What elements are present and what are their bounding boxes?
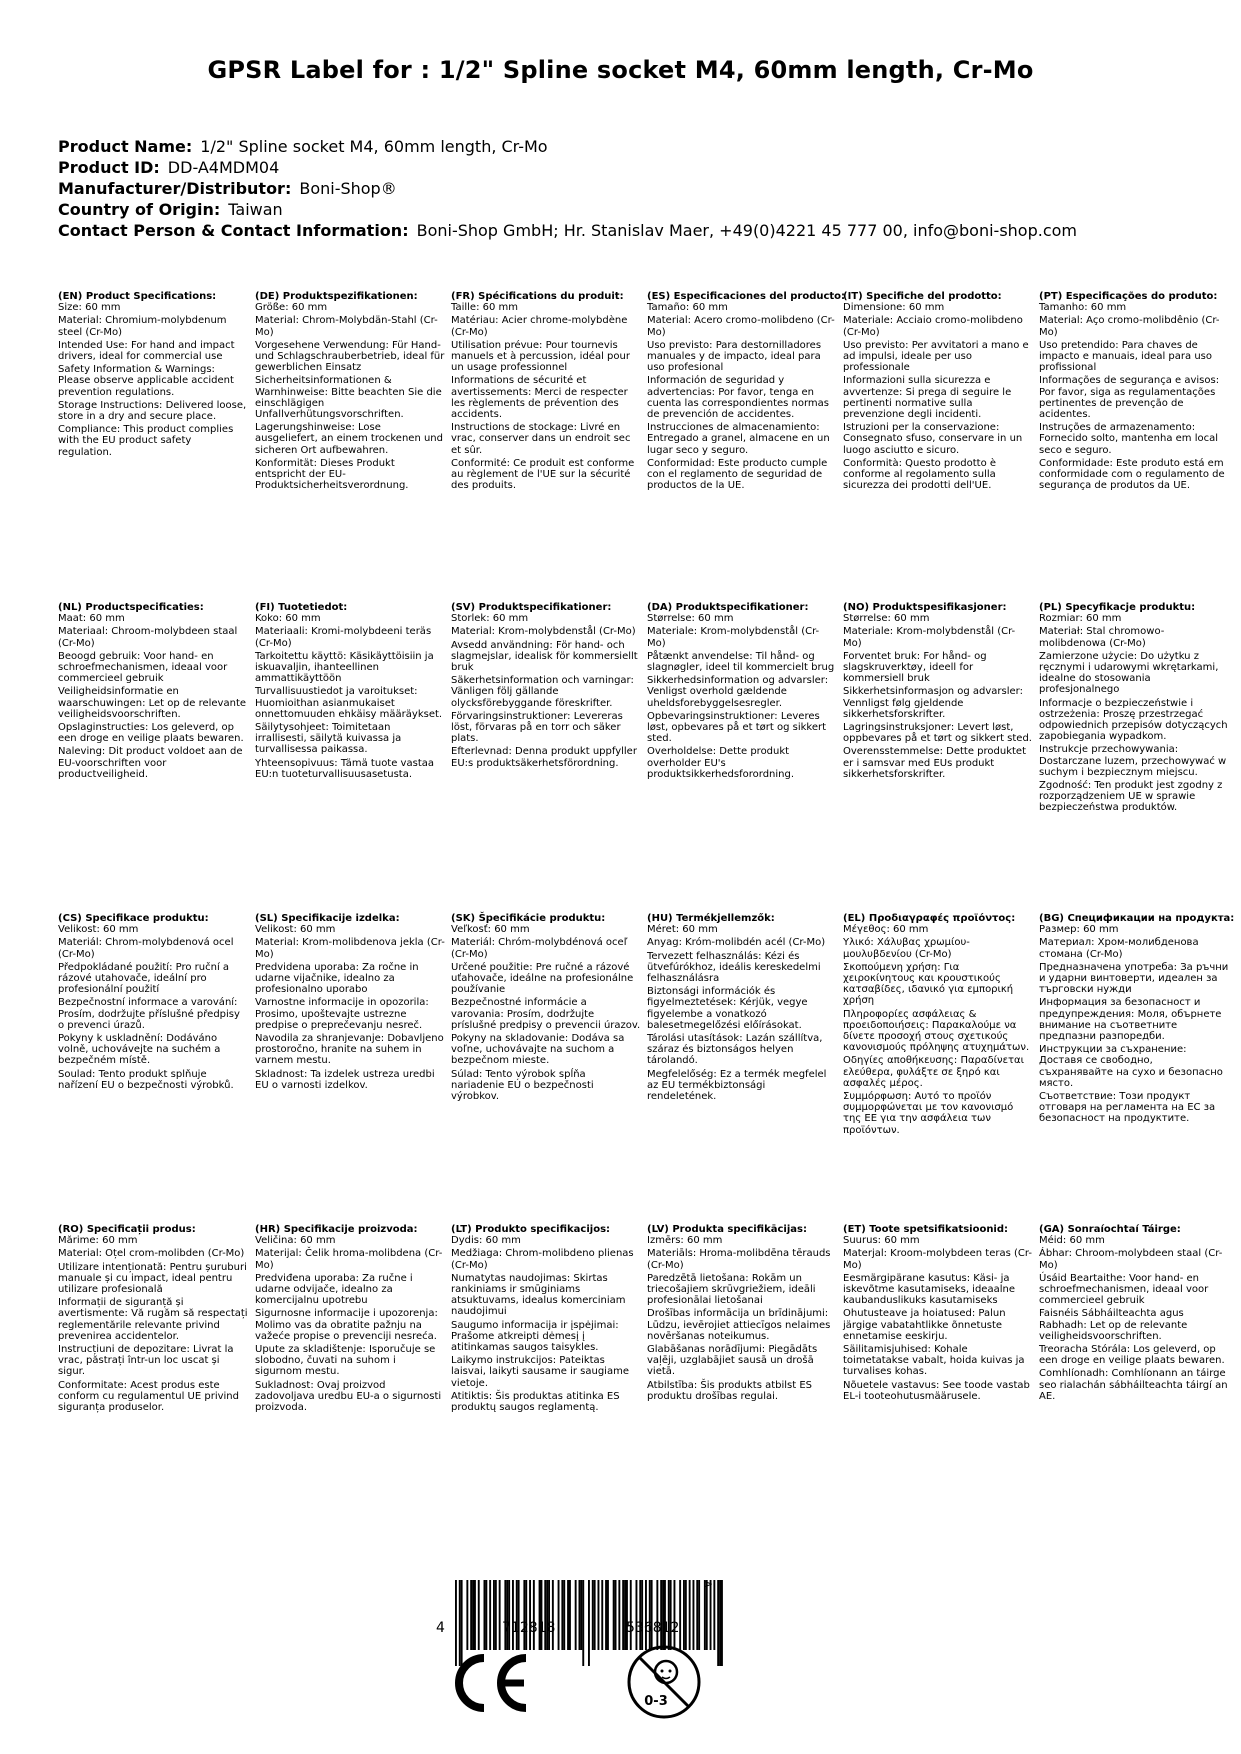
language-block-line: Intended Use: For hand and impact drivers, ideal for commercial use [58,339,235,363]
language-block-line: Naleving: Dit product voldoet aan de EU-voorschriften voor productveiligheid. [58,746,243,780]
language-block-line: Materiale: Krom-molybdenstål (Cr-Mo) [647,626,820,649]
language-block [647,913,837,1102]
language-block-heading: (HR) Specifikacije proizvoda: [255,1224,418,1235]
language-block-line: Materiaal: Chroom-molybdeen staal (Cr-Mo) [58,626,238,649]
language-block-line: Uso previsto: Per avvitatori a mano e ad impulsi, ideale per uso professionale [843,339,1029,374]
barcode-bar [601,1580,603,1650]
barcode-bar [592,1580,594,1650]
barcode-bar [466,1580,468,1650]
language-block-line: Suurus: 60 mm [843,1235,920,1247]
language-block-line: Veľkosť: 60 mm [451,924,530,936]
language-block-line: Rozmiar: 60 mm [1039,613,1122,625]
product-id-row [58,157,1077,178]
language-block-heading: (HU) Termékjellemzők: [647,913,775,924]
language-block-line: Conformidad: Este producto cumple con el reglamento de seguridad de productos de la UE. [647,457,828,492]
language-block-line: Materiale: Acciaio cromo-molibdeno (Cr-Mo) [843,315,1023,338]
barcode-bar [679,1580,681,1650]
age-label: 0-3 [644,1694,668,1709]
language-block-line: Lagringsinstruksjoner: Levert løst, oppbevares på et tørt og sikkert sted. [843,722,1032,745]
barcode-quiet-zone-marker: > [703,1577,714,1591]
manufacturer: Boni-Shop® [299,179,397,198]
barcode-bar [656,1580,658,1650]
language-block [843,291,1033,491]
barcode-bar [472,1580,474,1650]
language-block-line: Sigurnosne informacije i upozorenja: Molimo vas da obratite pažnju na važeće propise o prevenciji nesreća. [255,1308,438,1342]
language-block-line: Size: 60 mm [58,302,121,314]
language-block [451,291,641,491]
barcode-bar [504,1580,506,1650]
language-block-line: Materiāls: Hroma-molibdēna tērauds (Cr-Mo) [647,1248,831,1271]
language-block-line: Faisnéis Sábháilteachta agus Rabhadh: Let op de relevante veiligheidsvoorschriften. [1039,1308,1188,1342]
product-name-label: Product Name: [58,137,193,156]
language-block [451,1224,641,1413]
language-block-heading: (NO) Produktspesifikasjoner: [843,602,1007,613]
barcode-bar [719,1580,721,1666]
barcode-bar [529,1580,531,1650]
barcode-bar [518,1580,520,1650]
language-block-line: Материал: Хром-молибденова стомана (Cr-Mo) [1039,937,1199,960]
language-block-line: Veiligheidsinformatie en waarschuwingen: Let op de relevante veiligheidsvoorschriften. [58,686,247,720]
language-block-line: Soulad: Tento produkt splňuje nařízení EU o bezpečnosti výrobků. [58,1068,234,1091]
language-block-heading: (LV) Produkta specifikācijas: [647,1224,807,1235]
language-block-line: Materjal: Kroom-molybdeen teras (Cr-Mo) [843,1248,1032,1271]
barcode-bar [649,1580,651,1650]
language-block-line: Tárolási utasítások: Lazán szállítva, száraz és biztonságos helyen tárolandó. [647,1033,823,1067]
language-block-line: Avsedd användning: För hand- och slagmejslar, idealisk för kommersiellt bruk [451,639,638,674]
language-block-line: Μέγεθος: 60 mm [843,924,929,936]
barcode-digits-group1: 712818 [502,1620,556,1636]
language-block-line: Konformität: Dieses Produkt entspricht der EU-Produktsicherheitsverordnung. [255,457,409,492]
language-block-line: Conformitate: Acest produs este conform cu regulamentul UE privind siguranța produselor. [58,1379,239,1414]
language-block-line: Material: Krom-molibdenova jekla (Cr-Mo) [255,937,445,960]
language-block-line: Maat: 60 mm [58,613,125,625]
language-block-line: Säilytysohjeet: Toimitetaan irrallisesti, säilytä kuivassa ja turvallisessa paikassa. [255,722,402,756]
language-block-line: Materiaali: Kromi-molybdeeni teräs (Cr-Mo) [255,626,432,649]
language-block-line: Laikymo instrukcijos: Pateiktas laisvai, laikyti sausame ir saugiame vietoje. [451,1355,629,1389]
language-block-line: Säilitamisjuhised: Kohale toimetatakse vabalt, hoida kuivas ja turvalises kohas. [843,1344,1025,1378]
language-block [58,291,248,458]
barcode-bar [544,1580,546,1650]
product-id: DD-A4MDM04 [167,158,280,177]
language-block-line: Opslaginstructies: Los geleverd, op een droge en veilige plaats bewaren. [58,722,244,745]
language-block-line: Pokyny na skladovanie: Dodáva sa voľne, uchovávajte na suchom a bezpečnom mieste. [451,1033,625,1067]
barcode-bar [512,1580,514,1650]
barcode-bar [580,1580,582,1650]
barcode-bar [662,1580,664,1650]
language-block-heading: (CS) Specifikace produktu: [58,913,209,924]
language-block-line: Bezpečnostné informácie a varovania: Prosím, dodržujte príslušné predpisy o prevencii úrazov. [451,997,641,1031]
language-block-line: Sikkerhetsinformasjon og advarsler: Vennligst følg gjeldende sikkerhetsforskrifter. [843,686,1023,720]
language-block-line: Tervezett felhasználás: Kézi és ütvefúrókhoz, ideális kereskedelmi felhasználásra [647,950,821,985]
language-block-line: Veličina: 60 mm [255,1235,336,1247]
language-block-line: Taille: 60 mm [451,302,519,314]
manufacturer-row [58,178,1077,199]
contact-label: Contact Person & Contact Information: [58,221,409,240]
language-block-line: Bezpečnostní informace a varování: Prosím, dodržujte příslušné předpisy o prevenci úrazů. [58,997,240,1031]
barcode-bar [622,1580,624,1650]
language-block-line: Storage Instructions: Delivered loose, store in a dry and secure place. [58,399,247,423]
barcode-bar [541,1580,543,1650]
language-block-heading: (LT) Produkto specifikacijos: [451,1224,611,1235]
language-block-line: Informații de siguranță și avertismente: Vă rugăm să respectați reglementările relevante privind prevenirea accidentelor. [58,1297,248,1342]
origin-row [58,199,1077,220]
barcode-bar [525,1580,527,1650]
language-block-line: Conformità: Questo prodotto è conforme al regolamento sulla sicurezza dei prodotti dell'UE. [843,457,997,492]
language-block-line: Υλικό: Χάλυβας χρωμίου-μουλυβδενίου (Cr-Mo) [843,937,970,960]
barcode-bar [588,1580,590,1666]
barcode-bar [626,1580,628,1650]
language-block-line: Tamanho: 60 mm [1039,302,1127,314]
language-block-line: Nõuetele vastavus: See toode vastab EL-i tooteohutusmäärusele. [843,1379,1030,1402]
barcode-bar [478,1580,480,1650]
language-block [1039,913,1235,1125]
language-block-line: Overensstemmelse: Dette produktet er i samsvar med EUs produkt sikkerhetsforskrifter. [843,746,1026,780]
barcode-bar [495,1580,497,1650]
barcode-bar [668,1580,670,1650]
language-block-line: Informacje o bezpieczeństwie i ostrzeżenia: Proszę przestrzegać odpowiednich przepisów dotyczących zapobiegania wypadkom. [1039,697,1228,743]
language-block-line: Paredzētā lietošana: Rokām un triecošajiem skrūvgriežiem, ideāli profesionālai lietošanai [647,1272,816,1307]
language-block-line: Størrelse: 60 mm [843,613,930,625]
barcode-bar [683,1580,685,1650]
language-block-line: Instrucciones de almacenamiento: Entregado a granel, almacene en un lugar seco y seguro. [647,422,830,456]
barcode-bar [670,1580,672,1650]
language-block-line: Materijal: Čelik hroma-molibdena (Cr-Mo) [255,1248,443,1271]
language-block-line: Informazioni sulla sicurezza e avvertenze: Si prega di seguire le pertinenti normative sulla prevenzione degli incidenti. [843,375,1012,421]
language-block-line: Atbilstība: Šis produkts atbilst ES produktu drošības regulai. [647,1379,813,1402]
contact: Boni-Shop GmbH; Hr. Stanislav Maer, +49(0)4221 45 777 00, info@boni-shop.com [416,221,1077,240]
barcode-bar [546,1580,548,1650]
language-block-line: Размер: 60 mm [1039,924,1119,936]
barcode-bar [636,1580,638,1650]
language-block-line: Určené použitie: Pre ručné a rázové uťahovače, ideálne na profesionálne používanie [451,961,634,996]
barcode-bar [674,1580,676,1650]
barcode-bar [523,1580,525,1650]
language-block-line: Turvallisuustiedot ja varoitukset: Huomioithan asianmukaiset onnettomuuden ehkäisy määräykset. [255,686,443,720]
language-block-line: Utilizare intenționată: Pentru șuruburi manuale și cu impact, ideal pentru utilizare profesională [58,1261,247,1296]
language-block-heading: (EL) Προδιαγραφές προϊόντος: [843,913,1016,924]
barcode-bar [615,1580,617,1650]
language-block-line: Materiál: Chrom-molybdenová ocel (Cr-Mo) [58,937,234,960]
language-block-line: Tarkoitettu käyttö: Käsikäyttöisiin ja iskuavaljin, ihanteellinen ammattikäyttöön [255,650,434,685]
language-block-line: Информация за безопасност и предупреждения: Моля, обърнете внимание на съответните предпазни разпоредби. [1039,997,1222,1043]
language-block-line: Compliance: This product complies with the EU product safety regulation. [58,424,234,458]
language-block-line: Safety Information & Warnings: Please observe applicable accident prevention regulations. [58,364,234,398]
barcode-bar [641,1580,643,1650]
language-block-line: Istruzioni per la conservazione: Consegnato sfuso, conservare in un luogo asciutto e sicuro. [843,422,1023,456]
product-name: 1/2" Spline socket M4, 60mm length, Cr-Mo [200,137,548,156]
barcode-bar [569,1580,571,1650]
language-block [843,1224,1033,1402]
language-block-line: Οδηγίες αποθήκευσης: Παραδίνεται ελεύθερα, φυλάξτε σε ξηρό και ασφαλές μέρος. [843,1055,1024,1089]
language-block-heading: (DA) Produktspecifikationer: [647,602,809,613]
language-block-line: Materiał: Stal chromowo-molibdenowa (Cr-Mo) [1039,626,1165,649]
language-block [451,602,641,769]
language-block-heading: (BG) Спецификации на продукта: [1039,913,1235,924]
language-block-heading: (FI) Tuotetiedot: [255,602,348,613]
language-block-line: Ábhar: Chroom-molybdeen staal (Cr-Mo) [1039,1248,1223,1271]
language-block-heading: (FR) Spécifications du produit: [451,291,624,302]
language-block-line: Predviđena uporaba: Za ručne i udarne odvijače, idealno za komercijalnu upotrebu [255,1272,413,1307]
barcode-bar [664,1580,666,1650]
barcode-bar [516,1580,518,1650]
language-block-line: Biztonsági információk és figyelmeztetések: Kérjük, vegye figyelembe a vonatkozó balesetmegelőzési előírásokat. [647,986,808,1031]
language-block-line: Påtænkt anvendelse: Til hånd- og slagnøgler, ideel til kommercielt brug [647,650,835,674]
language-block [1039,291,1229,491]
barcode-bar [539,1580,541,1650]
language-block-line: Súlad: Tento výrobok spĺňa nariadenie EÚ o bezpečnosti výrobkov. [451,1068,594,1103]
language-block-line: Méid: 60 mm [1039,1235,1105,1247]
language-block-line: Предназначена употреба: За ръчни и ударни винтоверти, идеален за търговски нужди [1039,961,1229,996]
language-block-line: Material: Chrom-Molybdän-Stahl (Cr-Mo) [255,315,438,338]
language-block-heading: (NL) Productspecificaties: [58,602,204,613]
barcode-bar [696,1580,698,1650]
language-block-heading: (PL) Specyfikacje produktu: [1039,602,1196,613]
language-block-line: Navodila za shranjevanje: Dobavljeno prostoročno, hranite na suhem in varnem mestu. [255,1033,444,1067]
language-block-line: Informações de segurança e avisos: Por favor, siga as regulamentações pertinentes de prevenção de acidentes. [1039,375,1220,421]
language-block-heading: (ET) Toote spetsifikatsioonid: [843,1224,1009,1235]
language-block-line: Dydis: 60 mm [451,1235,521,1247]
language-block-line: Predvidena uporaba: Za ročne in udarne vijačnike, idealno za profesionalno uporabo [255,961,419,996]
language-block-line: Sicherheitsinformationen & Warnhinweise: Bitte beachten Sie die einschlägigen Unfallverhütungsvorschriften. [255,375,442,421]
language-block-line: Matériau: Acier chrome-molybdène (Cr-Mo) [451,315,628,338]
product-info [58,136,1077,241]
barcode-bar [639,1580,641,1650]
barcode-bar [689,1580,691,1650]
language-block-line: Comhlíonadh: Comhlíonann an táirge seo rialachán sábháilteachta táirgí an AE. [1039,1368,1228,1402]
language-block [1039,1224,1229,1402]
language-block-line: Съответствие: Този продукт отговаря на регламента на ЕС за безопасност на продуктите. [1039,1091,1216,1125]
language-block [58,913,248,1091]
language-block-heading: (EN) Product Specifications: [58,291,217,302]
language-block-line: Πληροφορίες ασφάλειας & προειδοποιήσεις: Παρακαλούμε να δίνετε προσοχή στους σχετικούς κανονισμούς πρόληψης ατυχημάτων. [843,1008,1030,1054]
language-block [843,913,1033,1136]
barcode-digit-first: 4 [436,1620,445,1636]
language-block-line: Material: Krom-molybdenstål (Cr-Mo) [451,626,636,638]
language-block-line: Materiál: Chróm-molybdénová oceľ (Cr-Mo) [451,937,628,960]
language-block-line: Glabāšanas norādījumi: Piegādāts vaļēji, uzglabājiet sausā un drošā vietā. [647,1344,818,1378]
barcode-bar [605,1580,607,1650]
language-block-line: Megfelelőség: Ez a termék megfelel az EU termékbiztonsági rendeletének. [647,1068,827,1103]
barcode-bar [561,1580,563,1650]
language-block [255,913,445,1091]
language-block-line: Koko: 60 mm [255,613,321,625]
barcode-bar [698,1580,700,1650]
barcode-bar [506,1580,508,1650]
language-block-line: Overholdelse: Dette produkt overholder EU's produktsikkerhedsforordning. [647,746,795,780]
language-block-line: Σκοπούμενη χρήση: Για χειροκίνητους και κρουστικούς κατσαβίδες, ιδανικό για εμπορική χρήση [843,961,1014,1007]
product-id-label: Product ID: [58,158,160,177]
language-block-line: Información de seguridad y advertencias: Por favor, tenga en cuenta las correspondientes normas de prevención de accidentes. [647,375,830,421]
origin-label: Country of Origin: [58,200,221,219]
manufacturer-label: Manufacturer/Distributor: [58,179,292,198]
barcode-bar [645,1580,647,1650]
barcode-bar [485,1580,487,1650]
language-block [451,913,641,1102]
language-block-line: Instruções de armazenamento: Fornecido solto, mantenha em local seco e seguro. [1039,422,1218,456]
barcode-bar [567,1580,569,1650]
language-block-heading: (SL) Specifikacije izdelka: [255,913,400,924]
language-block [647,291,846,492]
language-block [58,1224,248,1413]
barcode-bar [484,1580,486,1650]
language-block-line: Uso previsto: Para destornilladores manuales y de impacto, ideal para uso profesional [647,339,822,374]
barcode-bar [470,1580,472,1650]
language-block-heading: (SV) Produktspecifikationer: [451,602,612,613]
barcode-bar [499,1580,501,1650]
language-block-line: Material: Chromium-molybdenum steel (Cr-Mo) [58,315,227,338]
barcode-bar [660,1580,662,1650]
ce-mark-icon [450,1652,534,1714]
language-block-line: Varnostne informacije in opozorila: Prosimo, upoštevajte ustrezne predpise o preprečevanju nesreč. [255,997,429,1031]
language-block-line: Treoracha Stórála: Los geleverd, op een droge en veilige plaats bewaren. [1039,1344,1225,1367]
language-block-line: Συμμόρφωση: Αυτό το προϊόν συμμορφώνεται με τον κανονισμό της ΕΕ για την ασφάλεια των προϊόντων. [843,1091,1014,1136]
language-block-line: Beoogd gebruik: Voor hand- en schroefmechanismen, ideaal voor commercieel gebruik [58,650,228,685]
barcode-bar [508,1580,510,1650]
language-block-line: Velikost: 60 mm [255,924,336,936]
language-block-line: Instructions de stockage: Livré en vrac, conserver dans un endroit sec et sûr. [451,422,631,456]
language-block-line: Vorgesehene Verwendung: Für Hand- und Schlagschrauberbetrieb, ideal für gewerblichen Einsatz [255,339,445,374]
language-block-line: Forventet bruk: For hånd- og slagskruverktøy, ideell for kommersiell bruk [843,650,987,685]
language-block-heading: (ES) Especificaciones del producto: [647,291,846,302]
language-block [255,602,445,780]
barcode-bar [493,1580,495,1650]
language-block-line: Yhteensopivuus: Tämä tuote vastaa EU:n tuoteturvallisuusasetusta. [255,757,434,780]
language-block-line: Conformité: Ce produit est conforme au règlement de l'UE sur la sécurité des produits. [451,457,635,492]
language-block-line: Atitiktis: Šis produktas atitinka ES produktų saugos reglamentą. [451,1390,620,1414]
language-block-line: Størrelse: 60 mm [647,613,734,625]
language-block-line: Utilisation prévue: Pour tournevis manuels et à percussion, idéal pour un usage professionnel [451,339,630,374]
barcode-bar [717,1580,719,1666]
language-block-line: Velikost: 60 mm [58,924,139,936]
barcode-bar [613,1580,615,1650]
language-block-line: Eesmärgipärane kasutus: Käsi- ja iskevõtme kasutamiseks, ideaalne kaubanduslikuks kasutamiseks [843,1272,1015,1307]
barcode-bar [713,1580,715,1650]
barcode-bar [558,1580,560,1650]
contact-row [58,220,1077,241]
language-block [255,291,445,491]
barcode-bar [618,1580,620,1650]
barcode-digits-group2: 536812 [626,1620,680,1636]
barcode-bar [582,1580,584,1666]
language-block-line: Größe: 60 mm [255,302,328,314]
barcode-bar [594,1580,596,1650]
language-block-line: Conformidade: Este produto está em conformidade com o regulamento de segurança de produtos da UE. [1039,457,1225,492]
language-block-line: Instrukcje przechowywania: Dostarczane luzem, przechowywać w suchym i bezpiecznym miejscu. [1039,744,1227,778]
barcode-bar [624,1580,626,1650]
barcode-bar [575,1580,577,1650]
language-block-line: Opbevaringsinstruktioner: Leveres løst, opbevares på et tørt og sikkert sted. [647,710,827,745]
barcode-bar [598,1580,600,1650]
language-block-heading: (GA) Sonraíochtaí Táirge: [1039,1224,1181,1235]
barcode-bar [533,1580,535,1650]
language-block [255,1224,445,1413]
page-title: GPSR Label for : 1/2" Spline socket M4, 60mm length, Cr-Mo [207,56,1034,84]
language-block-line: Informations de sécurité et avertissements: Merci de respecter les règlements de prévention des accidents. [451,375,628,421]
language-block [58,602,248,780]
language-block-line: Upute za skladištenje: Isporučuje se slobodno, čuvati na suhom i sigurnom mestu. [255,1344,436,1378]
barcode-bar [651,1580,653,1650]
language-block [843,602,1033,780]
language-block-line: Anyag: Króm-molibdén acél (Cr-Mo) [647,937,826,949]
language-block-line: Předpokládané použití: Pro ruční a rázové utahovače, ideální pro profesionální použití [58,961,230,996]
language-block-line: Pokyny k uskladnění: Dodáváno volně, uchovávejte na suchém a bezpečném místě. [58,1033,221,1067]
not-for-children-0-3-icon [626,1644,702,1720]
language-block-line: Инструкции за съхранение: Доставя се свободно, съхранявайте на сухо и безопасно място. [1039,1044,1223,1089]
language-block-heading: (RO) Specificații produs: [58,1224,196,1235]
origin: Taiwan [228,200,283,219]
barcode-bar [721,1580,723,1666]
language-block-line: Storlek: 60 mm [451,613,529,625]
language-block-heading: (PT) Especificações do produto: [1039,291,1218,302]
language-block-line: Efterlevnad: Denna produkt uppfyller EU:s produktsäkerhetsförordning. [451,746,637,769]
language-block-line: Drošības informācija un brīdinājumi: Lūdzu, ievērojiet attiecīgos nelaimes novēršanas noteikumus. [647,1308,831,1342]
language-block-line: Sukladnost: Ovaj proizvod zadovoljava uredbu EU-a o sigurnosti proizvoda. [255,1379,442,1414]
language-block-line: Izmērs: 60 mm [647,1235,723,1247]
language-block-line: Uso pretendido: Para chaves de impacto e manuais, ideal para uso profissional [1039,339,1212,374]
language-block-line: Materiale: Krom-molybdenstål (Cr-Mo) [843,626,1016,649]
language-block [647,602,837,780]
language-block-line: Saugumo informacija ir įspėjimai: Prašome atkreipti dėmesį į atitinkamas saugos taisykles. [451,1319,619,1354]
language-block-line: Skladnost: Ta izdelek ustreza uredbi EU o varnosti izdelkov. [255,1068,435,1091]
language-block-line: Zgodność: Ten produkt jest zgodny z rozporządzeniem UE w sprawie bezpieczeństwa produktów. [1039,780,1223,814]
barcode-bar [630,1580,632,1650]
barcode-bar [489,1580,491,1650]
barcode-bar [607,1580,609,1650]
language-block-line: Ohutusteave ja hoiatused: Palun järgige vabatahtlikke õnnetuste ennetamise eeskirju. [843,1308,1006,1342]
language-block-line: Material: Oțel crom-molibden (Cr-Mo) [58,1248,245,1260]
barcode-bar [563,1580,565,1650]
language-block-line: Úsáid Beartaithe: Voor hand- en schroefmechanismen, ideaal voor commercieel gebruik [1039,1272,1209,1307]
language-block-line: Numatytas naudojimas: Skirtas rankiniams ir smūginiams atsuktuvams, idealus komerciniam naudojimui [451,1272,626,1318]
language-block [647,1224,837,1402]
language-block-line: Méret: 60 mm [647,924,718,936]
language-block-line: Material: Acero cromo-molibdeno (Cr-Mo) [647,315,835,338]
barcode-bar [693,1580,695,1650]
barcode-bar [685,1580,687,1650]
language-block-heading: (IT) Specifiche del prodotto: [843,291,1002,302]
language-block-line: Instrucțiuni de depozitare: Livrat la vrac, păstrați într-un loc uscat și sigur. [58,1344,234,1378]
language-block-line: Medžiaga: Chrom-molibdeno plienas (Cr-Mo) [451,1248,634,1271]
language-block-line: Säkerhetsinformation och varningar: Vänligen följ gällande olycksförebyggande föreskrifter. [451,675,634,709]
barcode-bar [552,1580,554,1650]
language-block-line: Tamaño: 60 mm [647,302,728,314]
product-name-row [58,136,1077,157]
language-block-heading: (SK) Špecifikácie produktu: [451,913,606,924]
language-block-line: Zamierzone użycie: Do użytku z ręcznymi i udarowymi wkrętarkami, idealne do stosowania profesjonalnego [1039,650,1219,696]
barcode-bar [579,1580,581,1650]
language-block-line: Mărime: 60 mm [58,1235,138,1247]
barcode-bar [548,1580,550,1650]
language-block-line: Förvaringsinstruktioner: Levereras löst, förvaras på en torr och säker plats. [451,710,623,745]
language-block-heading: (DE) Produktspezifikationen: [255,291,418,302]
language-block-line: Dimensione: 60 mm [843,302,945,314]
barcode-bar [474,1580,476,1650]
language-block-line: Sikkerhedsinformation og advarsler: Venligst overhold gældende uheldsforebyggelsesregler. [647,675,829,709]
language-block-line: Material: Aço cromo-molibdênio (Cr-Mo) [1039,315,1220,338]
language-block [1039,602,1229,814]
language-block-line: Lagerungshinweise: Lose ausgeliefert, an einem trockenen und sicheren Ort aufbewahren. [255,422,443,456]
